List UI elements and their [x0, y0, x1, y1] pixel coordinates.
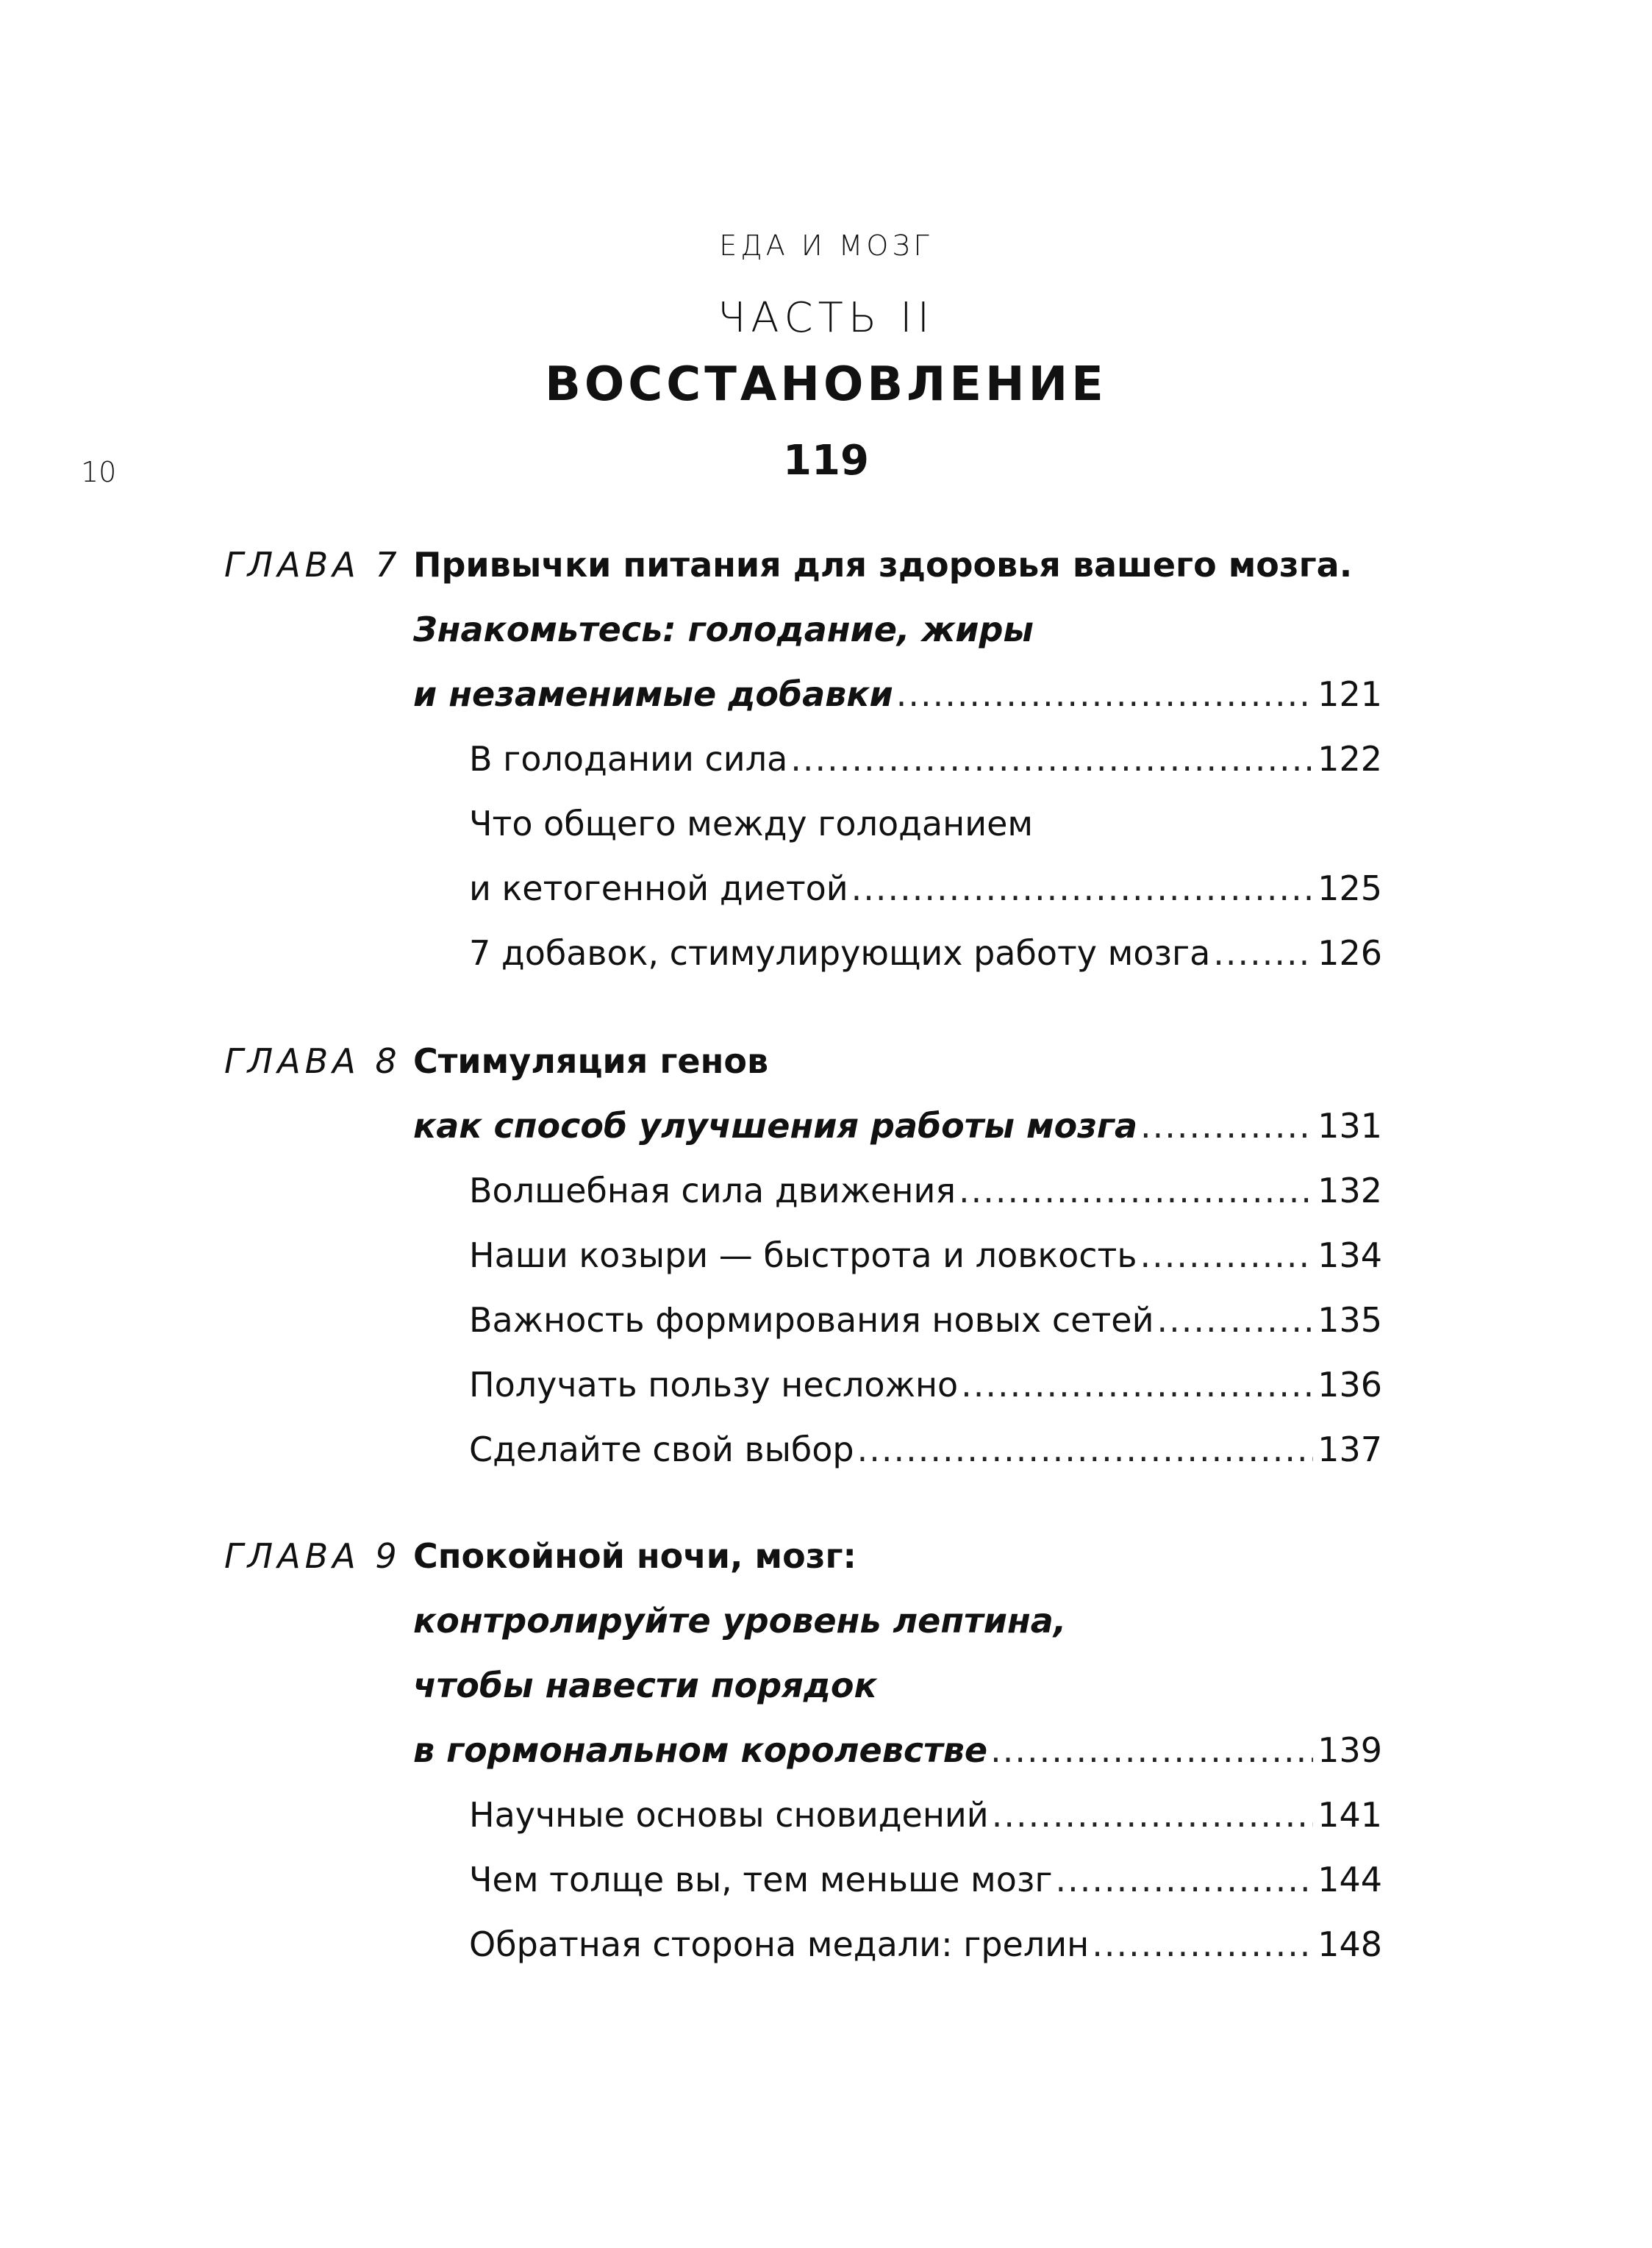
chapter-label: ГЛАВА 8 — [224, 1041, 401, 1081]
dot-leader — [1140, 1223, 1313, 1288]
chapter-page-number: 139 — [1317, 1730, 1382, 1770]
dot-leader — [1213, 921, 1313, 985]
chapter-subtitle-line — [413, 662, 1382, 727]
section-title: Получать пользу несложно — [469, 1365, 959, 1405]
section-title: Научные основы сновидений — [469, 1795, 989, 1835]
section-page-number: 148 — [1317, 1924, 1382, 1964]
dot-leader — [961, 1352, 1313, 1417]
chapter-label: ГЛАВА 7 — [224, 545, 401, 585]
chapter-title-line — [413, 1524, 1382, 1588]
chapter-subtitle-text: Знакомьтесь: голодание, жиры — [413, 610, 1034, 649]
chapter-subtitle-text: в гормональном королевстве — [413, 1730, 988, 1770]
section-title: и кетогенной диетой — [469, 868, 848, 908]
chapter-subtitle-line — [413, 597, 1382, 662]
chapter-page-number: 121 — [1317, 674, 1382, 714]
running-head: ЕДА И МОЗГ — [719, 229, 933, 262]
section-title: Важность формирования новых сетей — [469, 1300, 1154, 1340]
toc-section-entry — [469, 1783, 1382, 1847]
toc-section-entry — [469, 921, 1382, 985]
toc-section-entry — [469, 856, 1382, 921]
section-title: Чем толще вы, тем меньше мозг — [469, 1860, 1053, 1899]
chapter-title-text: Привычки питания для здоровья вашего мозга. — [413, 545, 1353, 585]
toc-section-entry — [469, 1847, 1382, 1912]
section-title: Обратная сторона медали: грелин — [469, 1924, 1090, 1964]
dot-leader — [1156, 1288, 1313, 1352]
dot-leader — [857, 1417, 1314, 1482]
toc-section-entry — [469, 1288, 1382, 1352]
chapter-label: ГЛАВА 9 — [224, 1536, 401, 1576]
section-title: Что общего между голоданием — [469, 804, 1034, 843]
chapter-subtitle-line — [413, 1718, 1382, 1783]
dot-leader — [1140, 1093, 1313, 1158]
part-page-number: 119 — [783, 437, 869, 485]
dot-leader — [896, 662, 1313, 727]
chapter-subtitle-text: контролируйте уровень лептина, — [413, 1601, 1067, 1641]
dot-leader — [1092, 1912, 1313, 1977]
section-title: Сделайте свой выбор — [469, 1430, 854, 1469]
section-page-number: 125 — [1317, 868, 1382, 908]
toc-section-entry — [469, 727, 1382, 791]
section-page-number: 144 — [1317, 1860, 1382, 1899]
dot-leader — [959, 1158, 1313, 1223]
chapter-title-line — [413, 532, 1382, 597]
part-label: ЧАСТЬ II — [717, 294, 935, 342]
section-page-number: 137 — [1317, 1430, 1382, 1469]
toc-section-entry — [469, 1912, 1382, 1977]
section-title: Наши козыри — быстрота и ловкость — [469, 1235, 1137, 1275]
section-page-number: 134 — [1317, 1235, 1382, 1275]
dot-leader — [1056, 1847, 1314, 1912]
chapter-subtitle-line — [413, 1588, 1382, 1653]
chapter-subtitle-text: чтобы навести порядок — [413, 1666, 877, 1705]
toc-section-entry — [469, 1352, 1382, 1417]
dot-leader — [990, 1718, 1313, 1783]
dot-leader — [851, 856, 1314, 921]
toc-section-entry — [469, 1417, 1382, 1482]
section-page-number: 136 — [1317, 1365, 1382, 1405]
section-page-number: 126 — [1317, 933, 1382, 973]
section-title: В голодании сила — [469, 739, 788, 779]
chapter-title-text: Стимуляция генов — [413, 1041, 769, 1081]
chapter-subtitle-line — [413, 1093, 1382, 1158]
section-page-number: 132 — [1317, 1171, 1382, 1210]
chapter-page-number: 131 — [1317, 1106, 1382, 1146]
chapter-subtitle-text: как способ улучшения работы мозга — [413, 1106, 1137, 1146]
chapter-subtitle-text: и незаменимые добавки — [413, 674, 893, 714]
toc-section-entry — [469, 1223, 1382, 1288]
folio-page-number: 10 — [81, 456, 117, 488]
section-page-number: 141 — [1317, 1795, 1382, 1835]
chapter-subtitle-line — [413, 1653, 1382, 1718]
dot-leader — [790, 727, 1313, 791]
section-title: Волшебная сила движения — [469, 1171, 956, 1210]
dot-leader — [992, 1783, 1313, 1847]
toc-section-entry — [469, 791, 1382, 856]
section-page-number: 122 — [1317, 739, 1382, 779]
part-title: ВОССТАНОВЛЕНИЕ — [545, 357, 1107, 412]
section-title: 7 добавок, стимулирующих работу мозга — [469, 933, 1211, 973]
chapter-title-text: Спокойной ночи, мозг: — [413, 1536, 857, 1576]
chapter-title-line — [413, 1029, 1382, 1093]
toc-section-entry — [469, 1158, 1382, 1223]
section-page-number: 135 — [1317, 1300, 1382, 1340]
